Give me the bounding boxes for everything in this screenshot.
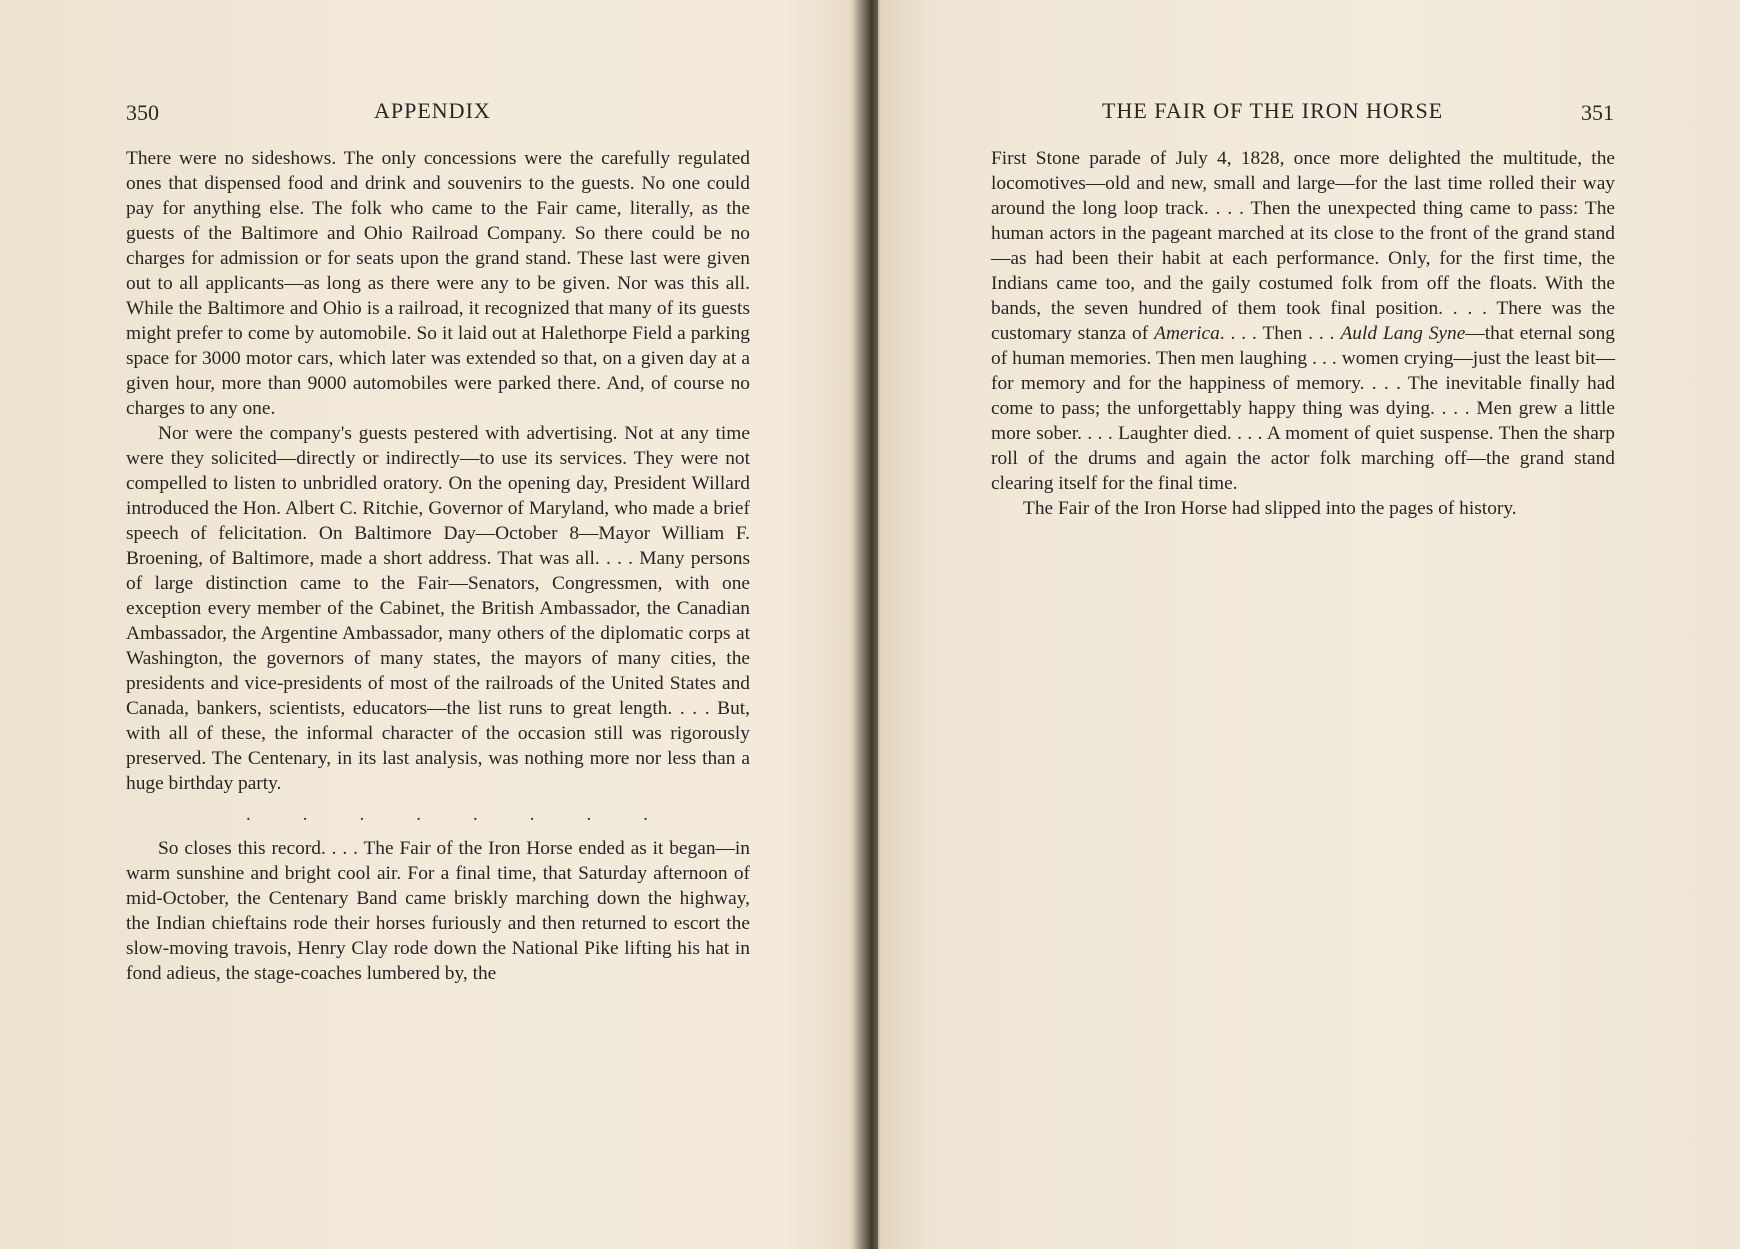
- paragraph: Nor were the company's guests pestered with advertising. Not at any time were they solicited—directly or indirectly—to use its services. They were not compelled to listen to unbridled oratory. On the opening day, President Willard introduced the Hon. Albert C. Ritchie, Governor of Maryland, who made a brief speech of felicitation. On Baltimore Day—October 8—Mayor William F. Broening, of Baltimore, made a short address. That was all. . . . Many persons of large distinction came to the Fair—Senators, Congressmen, with one exception every member of the Cabinet, the British Ambassador, the Canadian Ambassador, the Argentine Ambassador, many others of the diplomatic corps at Washington, the governors of many states, the mayors of many cities, the presidents and vice-presidents of most of the railroads of the United States and Canada, bankers, scientists, educators—the list runs to great length. . . . But, with all of these, the informal character of the occasion still was rigorously preserved. The Centenary, in its last analysis, was nothing more nor less than a huge birthday party.: [126, 423, 750, 794]
- paragraph: The Fair of the Iron Horse had slipped into the pages of history.: [1023, 498, 1517, 519]
- paragraph-text: —that eternal song of human memories. Then men laughing . . . women crying—just the least bit—for memory and for the happiness of memory. . . . The inevitable finally had come to pass; the unforgettably happy thing was dying. . . . Men grew a little more sober. . . . Laughter died. . . . A moment of quiet suspense. Then the sharp roll of the drums and again the actor folk marching off—the grand stand clearing itself for the final time.: [991, 323, 1615, 494]
- paragraph: There were no sideshows. The only concessions were the carefully regulated ones that dispensed food and drink and souvenirs to the guests. No one could pay for anything else. The folk who came to the Fair came, literally, as the guests of the Baltimore and Ohio Railroad Company. So there could be no charges for admission or for seats upon the grand stand. These last were given out to all applicants—as long as there were any to be given. Nor was this all. While the Baltimore and Ohio is a railroad, it recognized that many of its guests might prefer to come by automobile. So it laid out at Halethorpe Field a parking space for 3000 motor cars, which later was extended so that, on a given day at a given hour, more than 9000 automobiles were parked there. And, of course no charges to any one.: [126, 148, 750, 419]
- paragraph-text: . . . . Then . . .: [1219, 323, 1341, 344]
- song-title: America: [1154, 323, 1220, 344]
- section-separator: ........: [246, 804, 700, 825]
- paragraph: [991, 146, 1615, 496]
- right-page: [872, 0, 1740, 1249]
- left-page: [0, 0, 866, 1249]
- page-number-right: 351: [1581, 100, 1614, 125]
- song-title: Auld Lang Syne: [1340, 323, 1466, 344]
- paragraph: So closes this record. . . . The Fair of the Iron Horse ended as it began—in warm sunshine and bright cool air. For a final time, that Saturday afternoon of mid-October, the Centenary Band came briskly marching down the highway, the Indian chieftains rode their horses furiously and then returned to escort the slow-moving travois, Henry Clay rode down the National Pike lifting his hat in fond adieus, the stage-coaches lumbered by, the: [126, 838, 750, 984]
- left-text-block: [126, 146, 750, 986]
- running-head-right: THE FAIR OF THE IRON HORSE: [1102, 98, 1444, 123]
- page-number-left: 350: [126, 100, 159, 125]
- running-head-left: APPENDIX: [374, 98, 491, 123]
- paragraph-text: First Stone parade of July 4, 1828, once more delighted the multitude, the locomotives—old and new, small and large—for the last time rolled their way around the long loop track. . . . Then the unexpected thing came to pass: The human actors in the pageant marched at its close to the front of the grand stand—as had been their habit at each performance. Only, for the first time, the Indians came too, and the gaily costumed folk from off the floats. With the bands, the seven hundred of them took final position. . . . There was the customary stanza of: [991, 148, 1615, 344]
- right-text-block: [991, 146, 1615, 521]
